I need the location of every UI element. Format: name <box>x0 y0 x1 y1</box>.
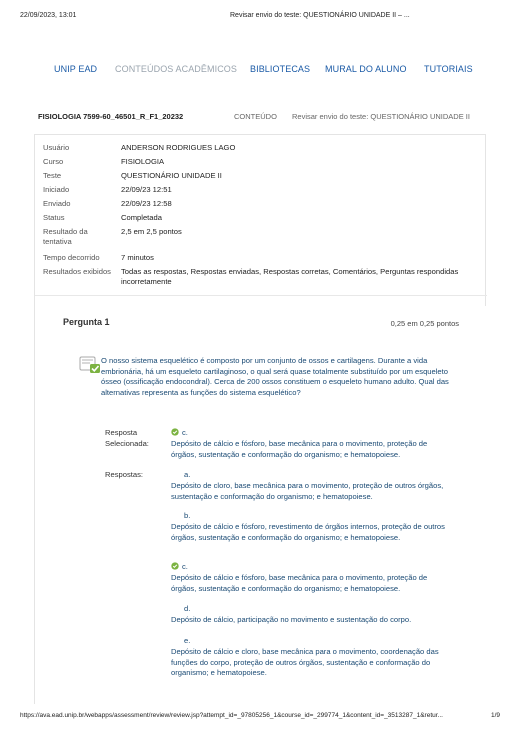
option-text: Depósito de cálcio e fósforo, base mecânica para o movimento, proteção de órgãos, sustentação e conformação do organismo; e hematopoiese. <box>171 573 428 593</box>
info-label: Curso <box>43 157 64 166</box>
info-row-resultado <box>43 227 479 249</box>
info-row-curso <box>43 157 479 169</box>
info-label: Status <box>43 213 65 222</box>
nav-item-bibliotecas[interactable]: BIBLIOTECAS <box>250 64 311 74</box>
breadcrumb <box>38 112 482 126</box>
review-panel <box>34 134 486 704</box>
check-circle-icon <box>171 428 179 436</box>
selected-answer-letter: c. <box>182 428 188 437</box>
info-row-iniciado <box>43 185 479 197</box>
print-header <box>20 12 500 24</box>
breadcrumb-page: Revisar envio do teste: QUESTIONÁRIO UNIDADE II <box>292 112 470 121</box>
selected-answer-letter-wrap <box>171 428 188 439</box>
info-value: 7 minutos <box>121 253 154 262</box>
option-letter: c. <box>182 562 188 571</box>
info-label: Usuário <box>43 143 70 152</box>
divider <box>35 295 487 296</box>
option-letter-wrap <box>171 562 188 573</box>
info-value: 22/09/23 12:58 <box>121 199 172 208</box>
info-row-resultados-exibidos <box>43 267 479 289</box>
option-text: Depósito de cloro, base mecânica para o movimento, proteção de outros órgãos, sustentação e conformação do organismo; e hematopoiese. <box>171 481 444 501</box>
selected-answer <box>105 428 455 462</box>
info-value: ANDERSON RODRIGUES LAGO <box>121 143 236 152</box>
info-value: Completada <box>121 213 162 222</box>
option-letter: e. <box>184 636 191 645</box>
info-row-tempo <box>43 253 479 265</box>
info-label: Teste <box>43 171 62 180</box>
selected-answer-label: Resposta Selecionada: <box>105 428 149 448</box>
info-value: QUESTIONÁRIO UNIDADE II <box>121 171 222 180</box>
question-points: 0,25 em 0,25 pontos <box>390 319 459 328</box>
option-letter: d. <box>184 604 191 613</box>
option-letter: b. <box>184 511 191 520</box>
info-row-usuario <box>43 143 479 155</box>
nav-item-mural-do-aluno[interactable]: MURAL DO ALUNO <box>325 64 407 74</box>
selected-answer-text: Depósito de cálcio e fósforo, base mecânica para o movimento, proteção de órgãos, sustentação e conformação do organismo; e hematopoiese. <box>171 439 428 459</box>
nav-item-unip-ead[interactable]: UNIP EAD <box>54 64 98 74</box>
info-label: Resultados exibidos <box>43 267 111 276</box>
option-text: Depósito de cálcio e cloro, base mecânica para o movimento, coordenação das funções do corpo, proteção de outros órgãos, sustentação e conformação do organismo; e hematopoiese. <box>171 647 439 678</box>
answers-label: Respostas: <box>105 470 143 479</box>
print-page-number: 1/9 <box>490 712 500 719</box>
question-block <box>35 306 487 704</box>
info-value: 22/09/23 12:51 <box>121 185 172 194</box>
option-text: Depósito de cálcio e fósforo, revestimento de órgãos internos, proteção de outros órgãos, sustentação e conformação do organismo; e hematopoiese. <box>171 522 445 542</box>
info-label: Enviado <box>43 199 71 208</box>
info-label: Iniciado <box>43 185 70 194</box>
breadcrumb-section[interactable]: CONTEÚDO <box>234 112 277 121</box>
print-doc-title: Revisar envio do teste: QUESTIONÁRIO UNIDADE II – ... <box>230 12 410 19</box>
question-title: Pergunta 1 <box>63 317 110 327</box>
info-value: 2,5 em 2,5 pontos <box>121 227 182 236</box>
correct-answer-icon <box>79 356 101 374</box>
info-value: Todas as respostas, Respostas enviadas, Respostas corretas, Comentários, Perguntas respondidas incorretamente <box>121 267 459 286</box>
info-label: Resultado da tentativa <box>43 227 88 246</box>
print-datetime: 22/09/2023, 13:01 <box>20 12 77 19</box>
breadcrumb-course[interactable]: FISIOLOGIA 7599-60_46501_R_F1_20232 <box>38 112 184 121</box>
option-text: Depósito de cálcio, participação no movimento e sustentação do corpo. <box>171 615 412 624</box>
info-row-status <box>43 213 479 225</box>
question-text: O nosso sistema esquelético é composto por um conjunto de ossos e cartilagens. Durante a vida embrionária, há um esqueleto cartilaginoso, o qual será quase totalmente substituído por um esqueleto ósseo (ossificação endocondral). Cerca de 200 ossos constituem o esqueleto humano adulto. Qual das alternativas representa as funções do sistema esquelético? <box>101 356 449 397</box>
top-navigation <box>0 64 520 80</box>
option-letter: a. <box>184 470 191 479</box>
info-row-enviado <box>43 199 479 211</box>
check-circle-icon <box>171 562 179 570</box>
info-row-teste <box>43 171 479 183</box>
info-value: FISIOLOGIA <box>121 157 165 166</box>
info-label: Tempo decorrido <box>43 253 100 262</box>
answers-list <box>105 470 455 680</box>
nav-item-conteudos-academicos[interactable]: CONTEÚDOS ACADÊMICOS <box>115 64 238 74</box>
print-url: https://ava.ead.unip.br/webapps/assessment/review/review.jsp?attempt_id=_97805256_1&course_id=_299774_1&content_id=_3513287_1&retur... <box>20 712 443 719</box>
print-footer <box>20 712 500 724</box>
nav-item-tutoriais[interactable]: TUTORIAIS <box>424 64 473 74</box>
